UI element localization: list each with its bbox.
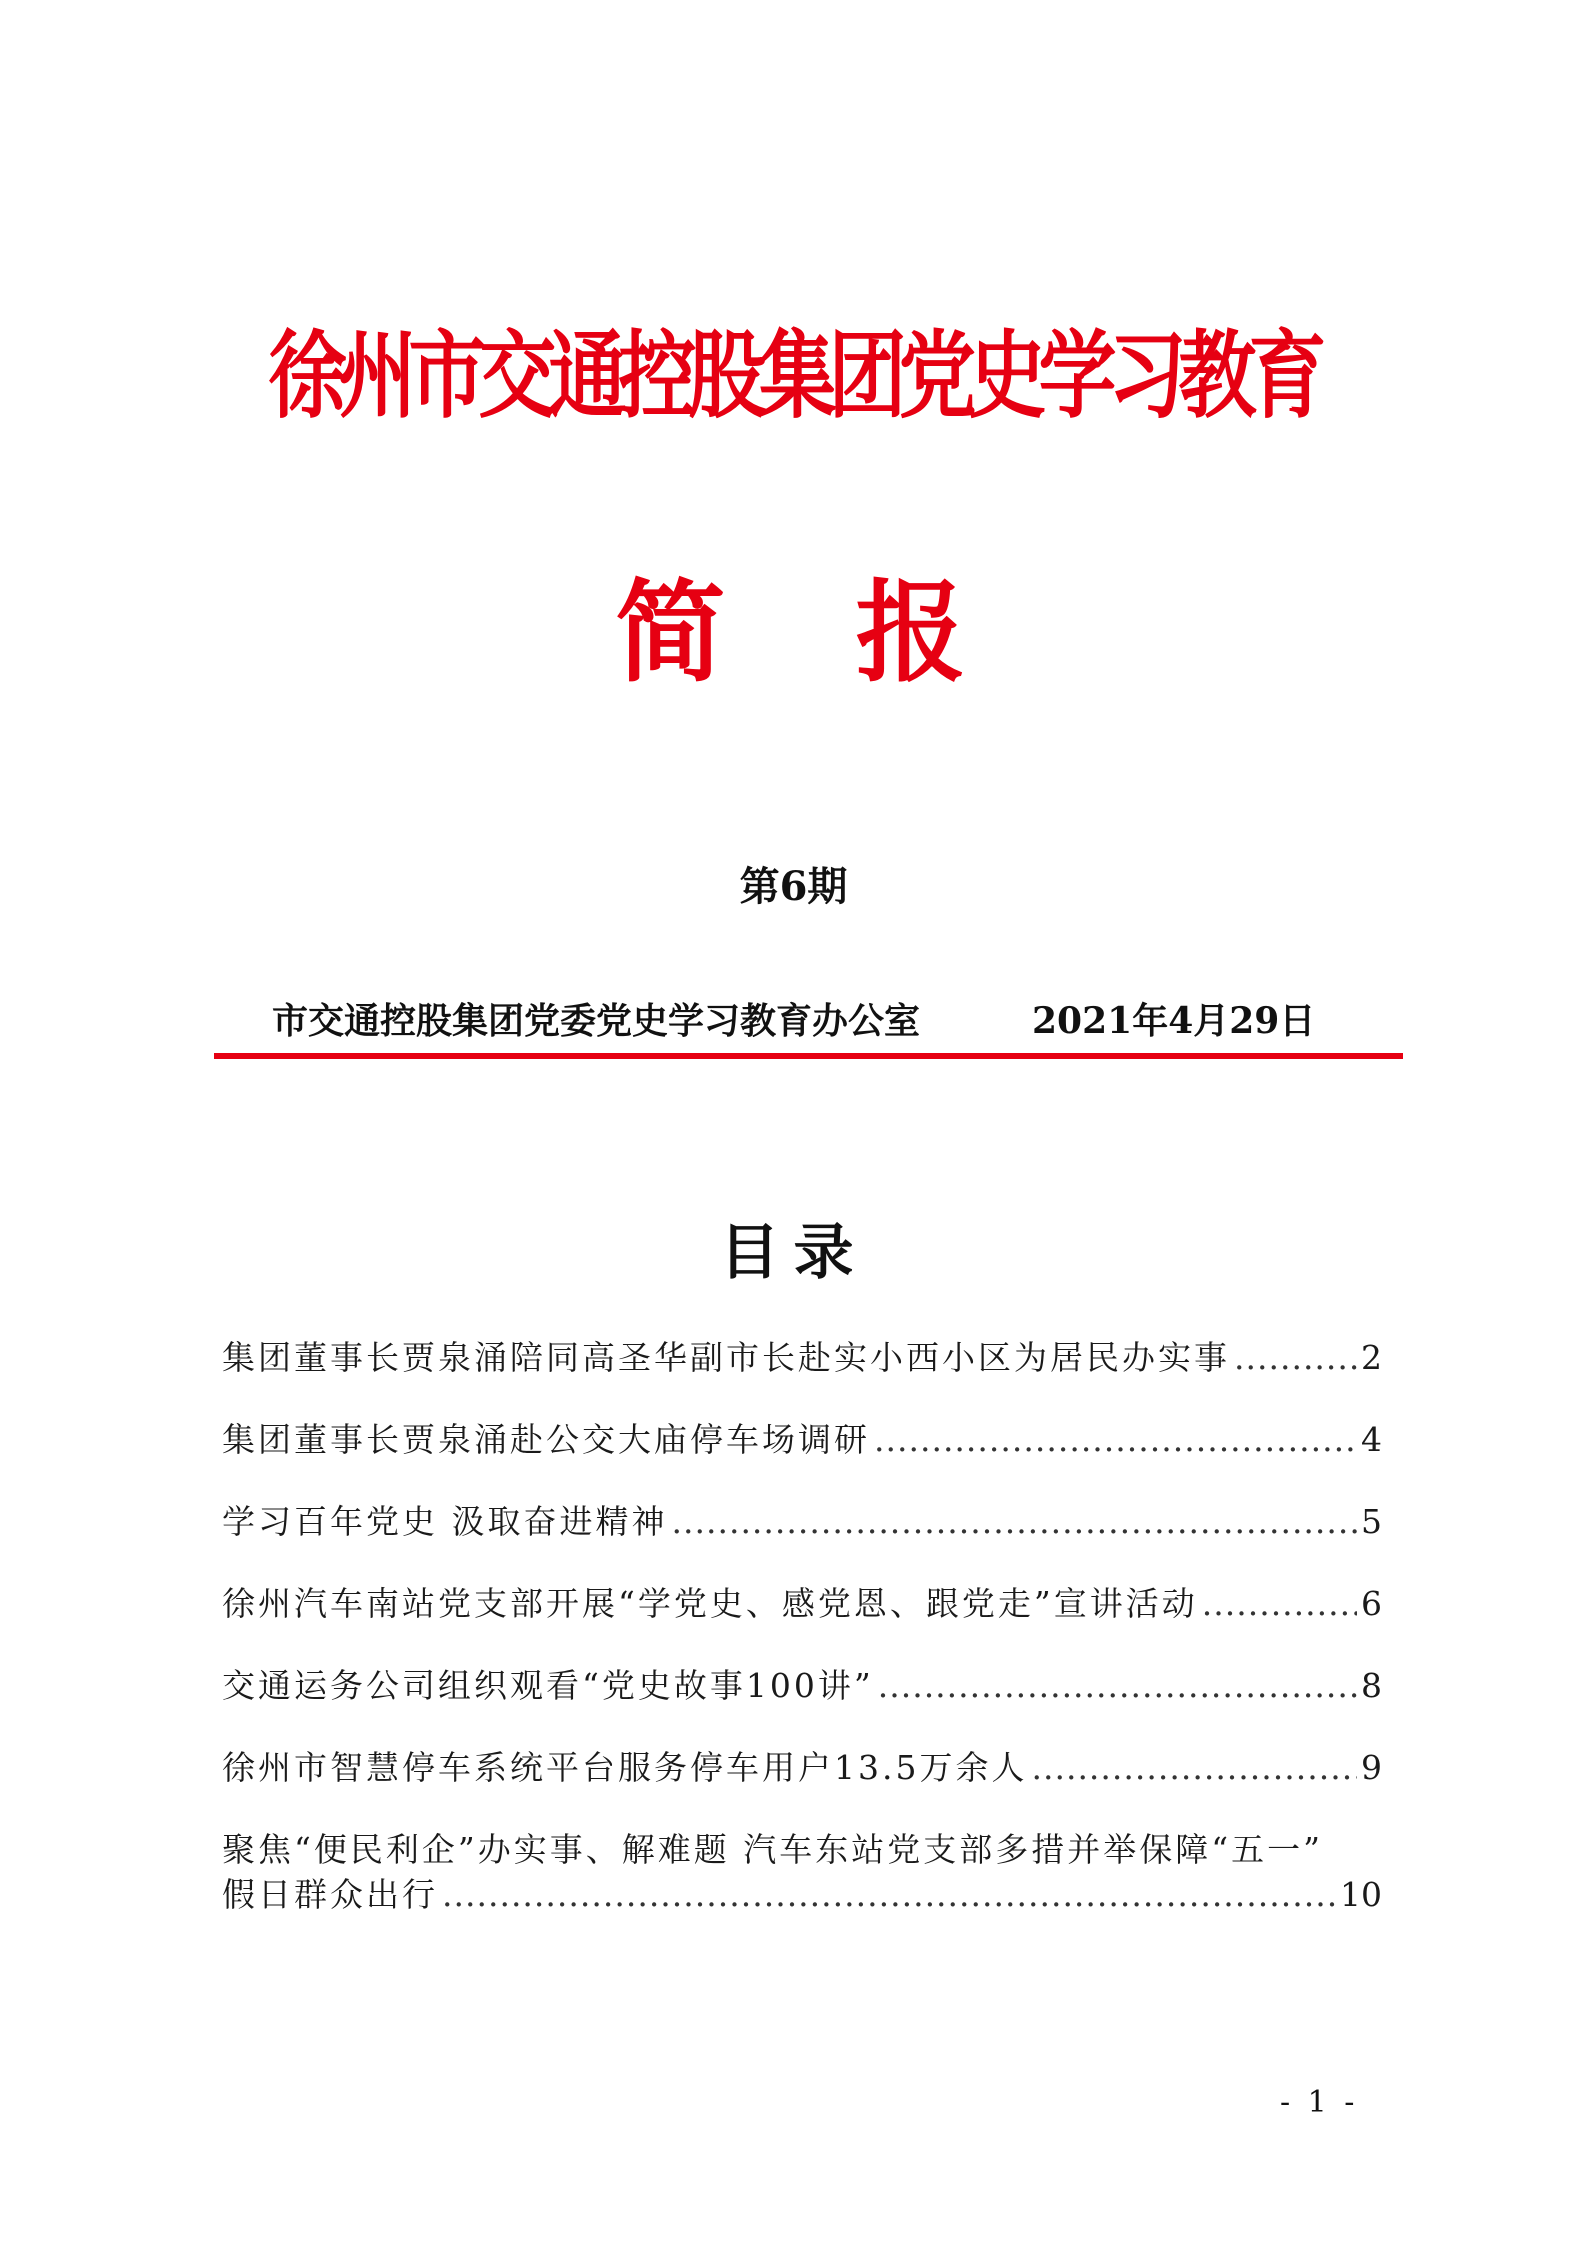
toc-entry[interactable] <box>222 1663 1382 1708</box>
issue-date: 2021年4月29日 <box>1032 1000 1316 1042</box>
table-of-contents <box>222 1335 1382 1954</box>
toc-leader-dots <box>672 1499 1358 1544</box>
toc-entry[interactable] <box>222 1499 1382 1544</box>
toc-entry-page: 2 <box>1361 1338 1382 1377</box>
toc-entry[interactable] <box>222 1745 1382 1790</box>
toc-entry[interactable] <box>222 1417 1382 1462</box>
toc-entry-page: 4 <box>1361 1420 1382 1459</box>
toc-leader-dots <box>1202 1581 1357 1626</box>
toc-entry-title: 学习百年党史 汲取奋进精神 <box>222 1502 668 1541</box>
toc-entry-title: 集团董事长贾泉涌赴公交大庙停车场调研 <box>222 1420 870 1459</box>
toc-entry-page: 5 <box>1361 1502 1382 1541</box>
toc-entry-title-line2: 假日群众出行 <box>222 1875 438 1914</box>
toc-leader-dots <box>1234 1335 1357 1380</box>
issue-number: 第6期 <box>739 863 848 910</box>
toc-entry-title-line1: 聚焦“便民利企”办实事、解难题 汽车东站党支部多措并举保障“五一” <box>222 1830 1323 1869</box>
toc-entry-title: 交通运务公司组织观看“党史故事100讲” <box>222 1666 874 1705</box>
toc-heading: 目录 <box>719 1218 868 1288</box>
toc-leader-dots <box>878 1663 1357 1708</box>
toc-entry[interactable] <box>222 1335 1382 1380</box>
toc-entry-title: 集团董事长贾泉涌陪同高圣华副市长赴实小西小区为居民办实事 <box>222 1338 1230 1377</box>
toc-leader-dots <box>1031 1745 1357 1790</box>
toc-entry[interactable] <box>222 1827 1382 1917</box>
toc-leader-dots <box>442 1872 1336 1917</box>
toc-entry-page: 8 <box>1361 1666 1382 1705</box>
toc-entry[interactable] <box>222 1581 1382 1626</box>
document-type-title: 简 报 <box>615 568 972 697</box>
page-number: - 1 - <box>1280 2085 1359 2120</box>
toc-leader-dots <box>874 1417 1357 1462</box>
masthead-title: 徐州市交通控股集团党史学习教育 <box>268 320 1319 432</box>
toc-entry-page: 9 <box>1361 1748 1382 1787</box>
issuer-name: 市交通控股集团党委党史学习教育办公室 <box>272 1000 921 1042</box>
toc-entry-title: 徐州汽车南站党支部开展“学党史、感党恩、跟党走”宣讲活动 <box>222 1584 1198 1623</box>
red-divider-rule <box>214 1053 1403 1059</box>
toc-entry-page: 10 <box>1340 1875 1382 1914</box>
toc-entry-page: 6 <box>1361 1584 1382 1623</box>
toc-entry-title: 徐州市智慧停车系统平台服务停车用户13.5万余人 <box>222 1748 1028 1787</box>
